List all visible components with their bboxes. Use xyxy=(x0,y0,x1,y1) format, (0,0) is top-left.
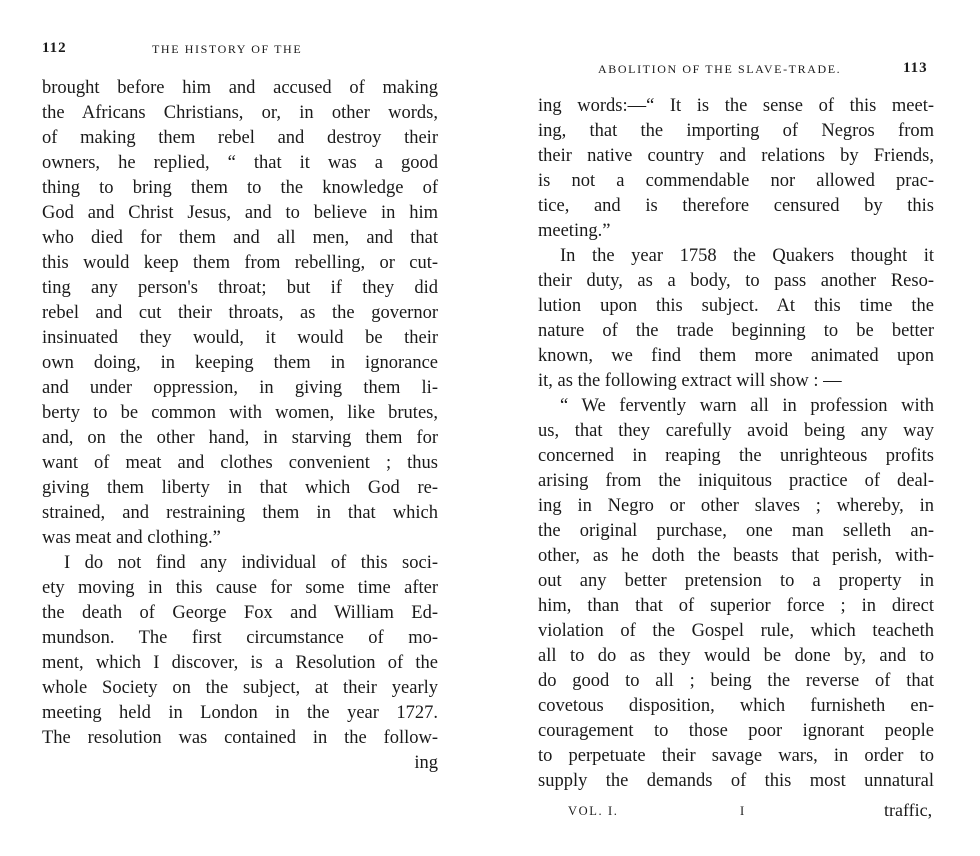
right-body-text xyxy=(538,94,934,794)
text-line: “ We fervently warn all in profession with xyxy=(560,396,934,416)
text-line: known, we find them more animated upon xyxy=(538,346,934,366)
text-line: to perpetuate their savage wars, in order to xyxy=(538,746,934,766)
text-line: berty to be common with women, like brutes, xyxy=(42,403,438,423)
left-running-head: THE HISTORY OF THE xyxy=(152,42,303,56)
text-line: out any better pretension to a property in xyxy=(538,571,934,591)
text-line: him, than that of superior force ; in direct xyxy=(538,596,934,616)
text-line: owners, he replied, “ that it was a good xyxy=(42,153,438,173)
text-line: all to do as they would be done by, and to xyxy=(538,646,934,666)
text-line: The resolution was contained in the follow- xyxy=(42,728,438,748)
text-line: ety moving in this cause for some time after xyxy=(42,578,438,598)
text-line: mundson. The first circumstance of mo- xyxy=(42,628,438,648)
text-line: giving them liberty in that which God re- xyxy=(42,478,438,498)
text-line: ment, which I discover, is a Resolution of the xyxy=(42,653,438,673)
text-line: In the year 1758 the Quakers thought it xyxy=(560,246,934,266)
text-line: was meat and clothing.” xyxy=(42,528,221,548)
text-line: I do not find any individual of this soci- xyxy=(64,553,438,573)
text-line: nature of the trade beginning to be better xyxy=(538,321,934,341)
text-line: it, as the following extract will show : — xyxy=(538,371,842,391)
text-line: violation of the Gospel rule, which teacheth xyxy=(538,621,934,641)
text-line: meeting.” xyxy=(538,221,611,241)
left-body-text xyxy=(42,76,438,776)
signature-volume: VOL. I. xyxy=(568,804,619,818)
text-line: arising from the iniquitous practice of deal- xyxy=(538,471,934,491)
text-line: concerned in reaping the unrighteous profits xyxy=(538,446,934,466)
text-line: ing words:—“ It is the sense of this meet- xyxy=(538,96,934,116)
text-line: own doing, in keeping them in ignorance xyxy=(42,353,438,373)
right-running-head: ABOLITION OF THE SLAVE-TRADE. xyxy=(598,62,842,76)
text-line: their duty, as a body, to pass another Reso- xyxy=(538,271,934,291)
text-line: supply the demands of this most unnatural xyxy=(538,771,934,791)
text-line: us, that they carefully avoid being any way xyxy=(538,421,934,441)
text-line: do good to all ; being the reverse of that xyxy=(538,671,934,691)
text-line: thing to bring them to the knowledge of xyxy=(42,178,438,198)
text-line: tice, and is therefore censured by this xyxy=(538,196,934,216)
text-line: couragement to those poor ignorant people xyxy=(538,721,934,741)
text-line: rebel and cut their throats, as the governor xyxy=(42,303,438,323)
text-line: insinuated they would, it would be their xyxy=(42,328,438,348)
text-line: ing in Negro or other slaves ; whereby, in xyxy=(538,496,934,516)
text-line: who died for them and all men, and that xyxy=(42,228,438,248)
text-line: is not a commendable nor allowed prac- xyxy=(538,171,934,191)
text-line: covetous disposition, which furnisheth en- xyxy=(538,696,934,716)
text-line: other, as he doth the beasts that perish, with- xyxy=(538,546,934,566)
text-line: strained, and restraining them in that which xyxy=(42,503,438,523)
text-line: the original purchase, one man selleth an- xyxy=(538,521,934,541)
text-line: the Africans Christians, or, in other words, xyxy=(42,103,438,123)
catchword: traffic, xyxy=(884,800,933,820)
text-line: lution upon this subject. At this time the xyxy=(538,296,934,316)
text-line: ting any person's throat; but if they did xyxy=(42,278,438,298)
signature-mark: I xyxy=(740,804,746,818)
left-page-number: 112 xyxy=(42,40,67,56)
text-line: meeting held in London in the year 1727. xyxy=(42,703,438,723)
text-line: and, on the other hand, in starving them for xyxy=(42,428,438,448)
text-line: brought before him and accused of making xyxy=(42,78,438,98)
text-line: ing, that the importing of Negros from xyxy=(538,121,934,141)
text-line: and under oppression, in giving them li- xyxy=(42,378,438,398)
text-line: whole Society on the subject, at their yearly xyxy=(42,678,438,698)
right-page-number: 113 xyxy=(903,60,928,76)
text-line: want of meat and clothes convenient ; thus xyxy=(42,453,438,473)
text-line: of making them rebel and destroy their xyxy=(42,128,438,148)
text-line: the death of George Fox and William Ed- xyxy=(42,603,438,623)
text-line: this would keep them from rebelling, or cut- xyxy=(42,253,438,273)
right-page xyxy=(490,0,980,856)
text-line: God and Christ Jesus, and to believe in him xyxy=(42,203,438,223)
text-line: their native country and relations by Friends, xyxy=(538,146,934,166)
catchword-line: ing xyxy=(414,753,438,773)
